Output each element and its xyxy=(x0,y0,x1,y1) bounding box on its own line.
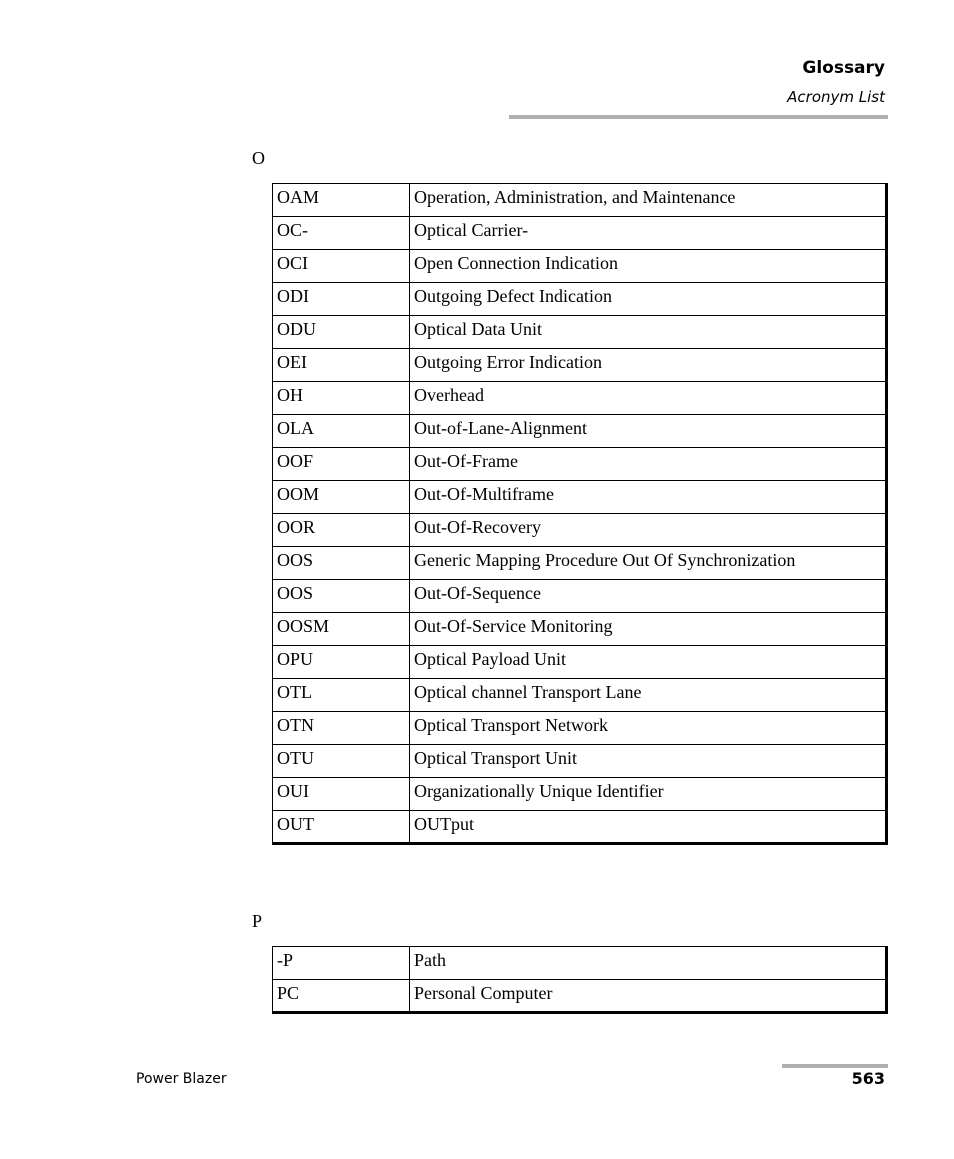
table-row xyxy=(273,580,887,613)
acronym-table-body xyxy=(273,184,887,844)
table-row xyxy=(273,316,887,349)
acronym-cell: OOM xyxy=(273,481,410,514)
acronym-cell: OLA xyxy=(273,415,410,448)
table-row xyxy=(273,283,887,316)
table-row xyxy=(273,415,887,448)
definition-cell: Out-Of-Service Monitoring xyxy=(410,613,887,646)
definition-cell: Outgoing Error Indication xyxy=(410,349,887,382)
acronym-cell: OCI xyxy=(273,250,410,283)
table-row xyxy=(273,778,887,811)
acronym-cell: OTU xyxy=(273,745,410,778)
definition-cell: Organizationally Unique Identifier xyxy=(410,778,887,811)
acronym-cell: OUT xyxy=(273,811,410,844)
definition-cell: Overhead xyxy=(410,382,887,415)
section-letter-p: P xyxy=(252,911,263,931)
acronym-cell: OH xyxy=(273,382,410,415)
definition-cell: Personal Computer xyxy=(410,980,887,1013)
table-row xyxy=(273,712,887,745)
table-row xyxy=(273,448,887,481)
definition-cell: Out-Of-Frame xyxy=(410,448,887,481)
table-row xyxy=(273,481,887,514)
definition-cell: Operation, Administration, and Maintenance xyxy=(410,184,887,217)
table-row xyxy=(273,349,887,382)
acronym-cell: ODU xyxy=(273,316,410,349)
definition-cell: Generic Mapping Procedure Out Of Synchronization xyxy=(410,547,887,580)
definition-cell: OUTput xyxy=(410,811,887,844)
table-row xyxy=(273,250,887,283)
definition-cell: Outgoing Defect Indication xyxy=(410,283,887,316)
page-header-title: Glossary xyxy=(802,58,885,78)
table-row xyxy=(273,646,887,679)
acronym-table-p xyxy=(272,946,888,1014)
acronym-cell: OC- xyxy=(273,217,410,250)
page-number: 563 xyxy=(851,1069,885,1088)
definition-cell: Open Connection Indication xyxy=(410,250,887,283)
acronym-cell: OOR xyxy=(273,514,410,547)
definition-cell: Out-Of-Recovery xyxy=(410,514,887,547)
table-row xyxy=(273,382,887,415)
acronym-table-body xyxy=(273,947,887,1013)
table-row xyxy=(273,980,887,1013)
definition-cell: Optical Transport Network xyxy=(410,712,887,745)
table-row xyxy=(273,947,887,980)
acronym-cell: OOSM xyxy=(273,613,410,646)
section-letter-o: O xyxy=(252,148,265,168)
acronym-cell: PC xyxy=(273,980,410,1013)
definition-cell: Out-Of-Multiframe xyxy=(410,481,887,514)
table-row xyxy=(273,547,887,580)
definition-cell: Optical Payload Unit xyxy=(410,646,887,679)
table-row xyxy=(273,613,887,646)
acronym-cell: OUI xyxy=(273,778,410,811)
acronym-table-o xyxy=(272,183,888,845)
page-header-subtitle: Acronym List xyxy=(787,88,885,106)
definition-cell: Optical Carrier- xyxy=(410,217,887,250)
definition-cell: Out-Of-Sequence xyxy=(410,580,887,613)
table-row xyxy=(273,679,887,712)
acronym-cell: -P xyxy=(273,947,410,980)
definition-cell: Optical Data Unit xyxy=(410,316,887,349)
acronym-cell: OTL xyxy=(273,679,410,712)
table-row xyxy=(273,217,887,250)
definition-cell: Path xyxy=(410,947,887,980)
definition-cell: Optical channel Transport Lane xyxy=(410,679,887,712)
table-row xyxy=(273,184,887,217)
acronym-cell: OEI xyxy=(273,349,410,382)
table-row xyxy=(273,811,887,844)
table-row xyxy=(273,745,887,778)
acronym-cell: OOS xyxy=(273,547,410,580)
acronym-cell: ODI xyxy=(273,283,410,316)
definition-cell: Out-of-Lane-Alignment xyxy=(410,415,887,448)
acronym-cell: OOF xyxy=(273,448,410,481)
acronym-cell: OAM xyxy=(273,184,410,217)
header-divider xyxy=(509,115,888,119)
acronym-cell: OPU xyxy=(273,646,410,679)
footer-product-name: Power Blazer xyxy=(136,1071,227,1087)
definition-cell: Optical Transport Unit xyxy=(410,745,887,778)
footer-divider xyxy=(782,1064,888,1068)
acronym-cell: OOS xyxy=(273,580,410,613)
acronym-cell: OTN xyxy=(273,712,410,745)
table-row xyxy=(273,514,887,547)
